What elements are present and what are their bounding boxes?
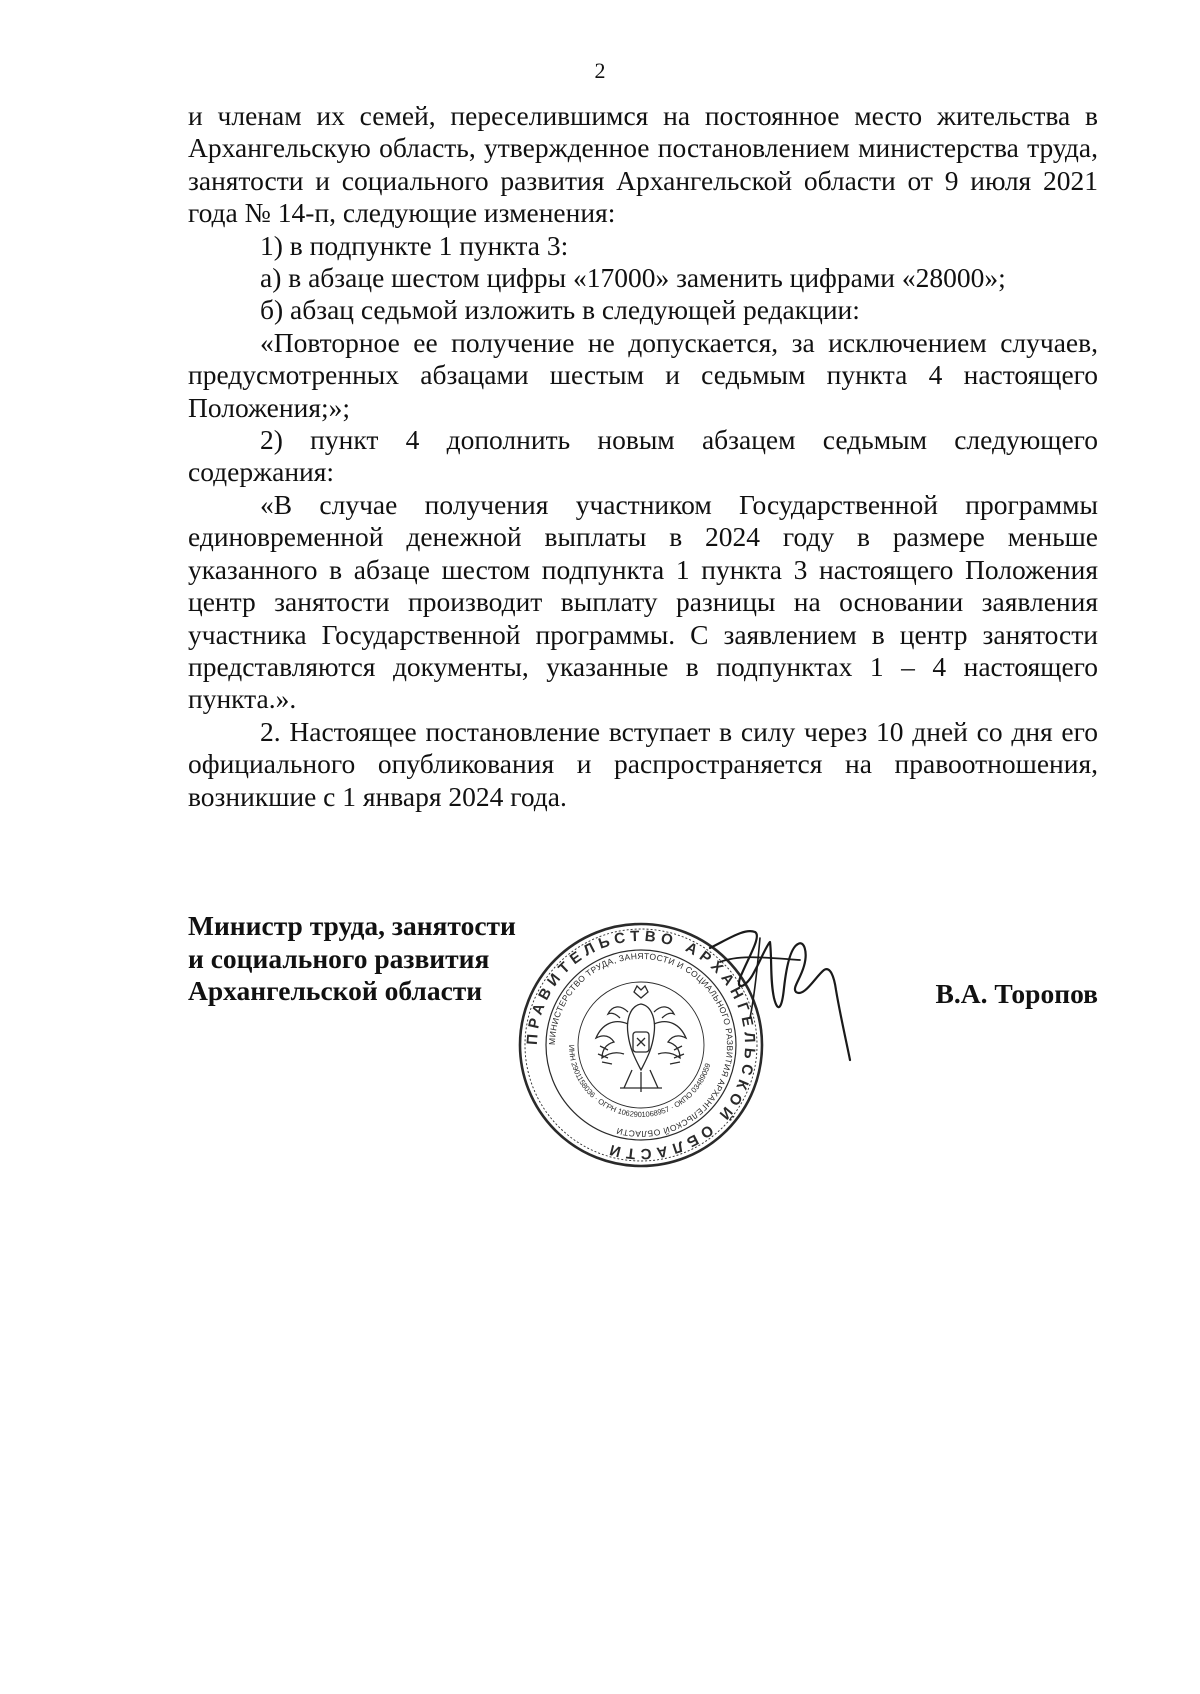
paragraph-effective-date: 2. Настоящее постановление вступает в силу через 10 дней со дня его официального опубликования и распространяется на правоотношения, возникшие с 1 января 2024 года. [188,715,1098,812]
seal-codes-text: ИНН 2901158036 · ОГРН 1062901068957 · ОКПО 03489059 [566,1044,713,1120]
signatory-title-line: и социального развития [188,942,490,974]
paragraph-quote-repeat: «Повторное ее получение не допускается, за исключением случаев, предусмотренных абзацами шестым и седьмым пункта 4 настоящего Положения;»; [188,326,1098,423]
signatory-name: В.А. Торопов [935,978,1098,1009]
seal-inner-text: МИНИСТЕРСТВО ТРУДА, ЗАНЯТОСТИ И СОЦИАЛЬНОГО РАЗВИТИЯ АРХАНГЕЛЬСКОЙ ОБЛАСТИ [546,950,736,1140]
signatory-title-line: Министр труда, занятости [188,910,516,941]
paragraph-item-1: 1) в подпункте 1 пункта 3: [260,229,569,261]
seal-outer-text: ПРАВИТЕЛЬСТВО АРХАНГЕЛЬСКОЙ ОБЛАСТИ [523,927,759,1163]
paragraph-item-1a: а) в абзаце шестом цифры «17000» заменить цифрами «28000»; [260,262,1006,294]
paragraph-item-1b: б) абзац седьмой изложить в следующей редакции: [260,294,860,326]
document-body [188,100,1098,813]
handwritten-signature [700,918,870,1078]
paragraph-intro: и членам их семей, переселившимся на постоянное место жительства в Архангельскую область, утвержденное постановлением министерства труда, занятости и социального развития Архангельской области от 9 июля 2021 года № 14-п, следующие изменения: [188,100,1098,229]
signatory-title [188,910,516,1008]
signatory-title-line: Архангельской области [188,975,483,1006]
paragraph-quote-payment: «В случае получения участником Государственной программы единовременной денежной выплаты в 2024 году в размере меньше указанного в абзаце шестом подпункта 1 пункта 3 настоящего Положения центр занятости производит выплату разницы на основании заявления участника Государственной программы. С заявлением в центр занятости представляются документы, указанные в подпунктах 1 – 4 настоящего пункта.». [188,488,1098,715]
coat-of-arms-eagle-icon [596,986,686,1092]
paragraph-item-2: 2) пункт 4 дополнить новым абзацем седьмым следующего содержания: [188,424,1098,488]
page-number: 2 [594,58,606,83]
